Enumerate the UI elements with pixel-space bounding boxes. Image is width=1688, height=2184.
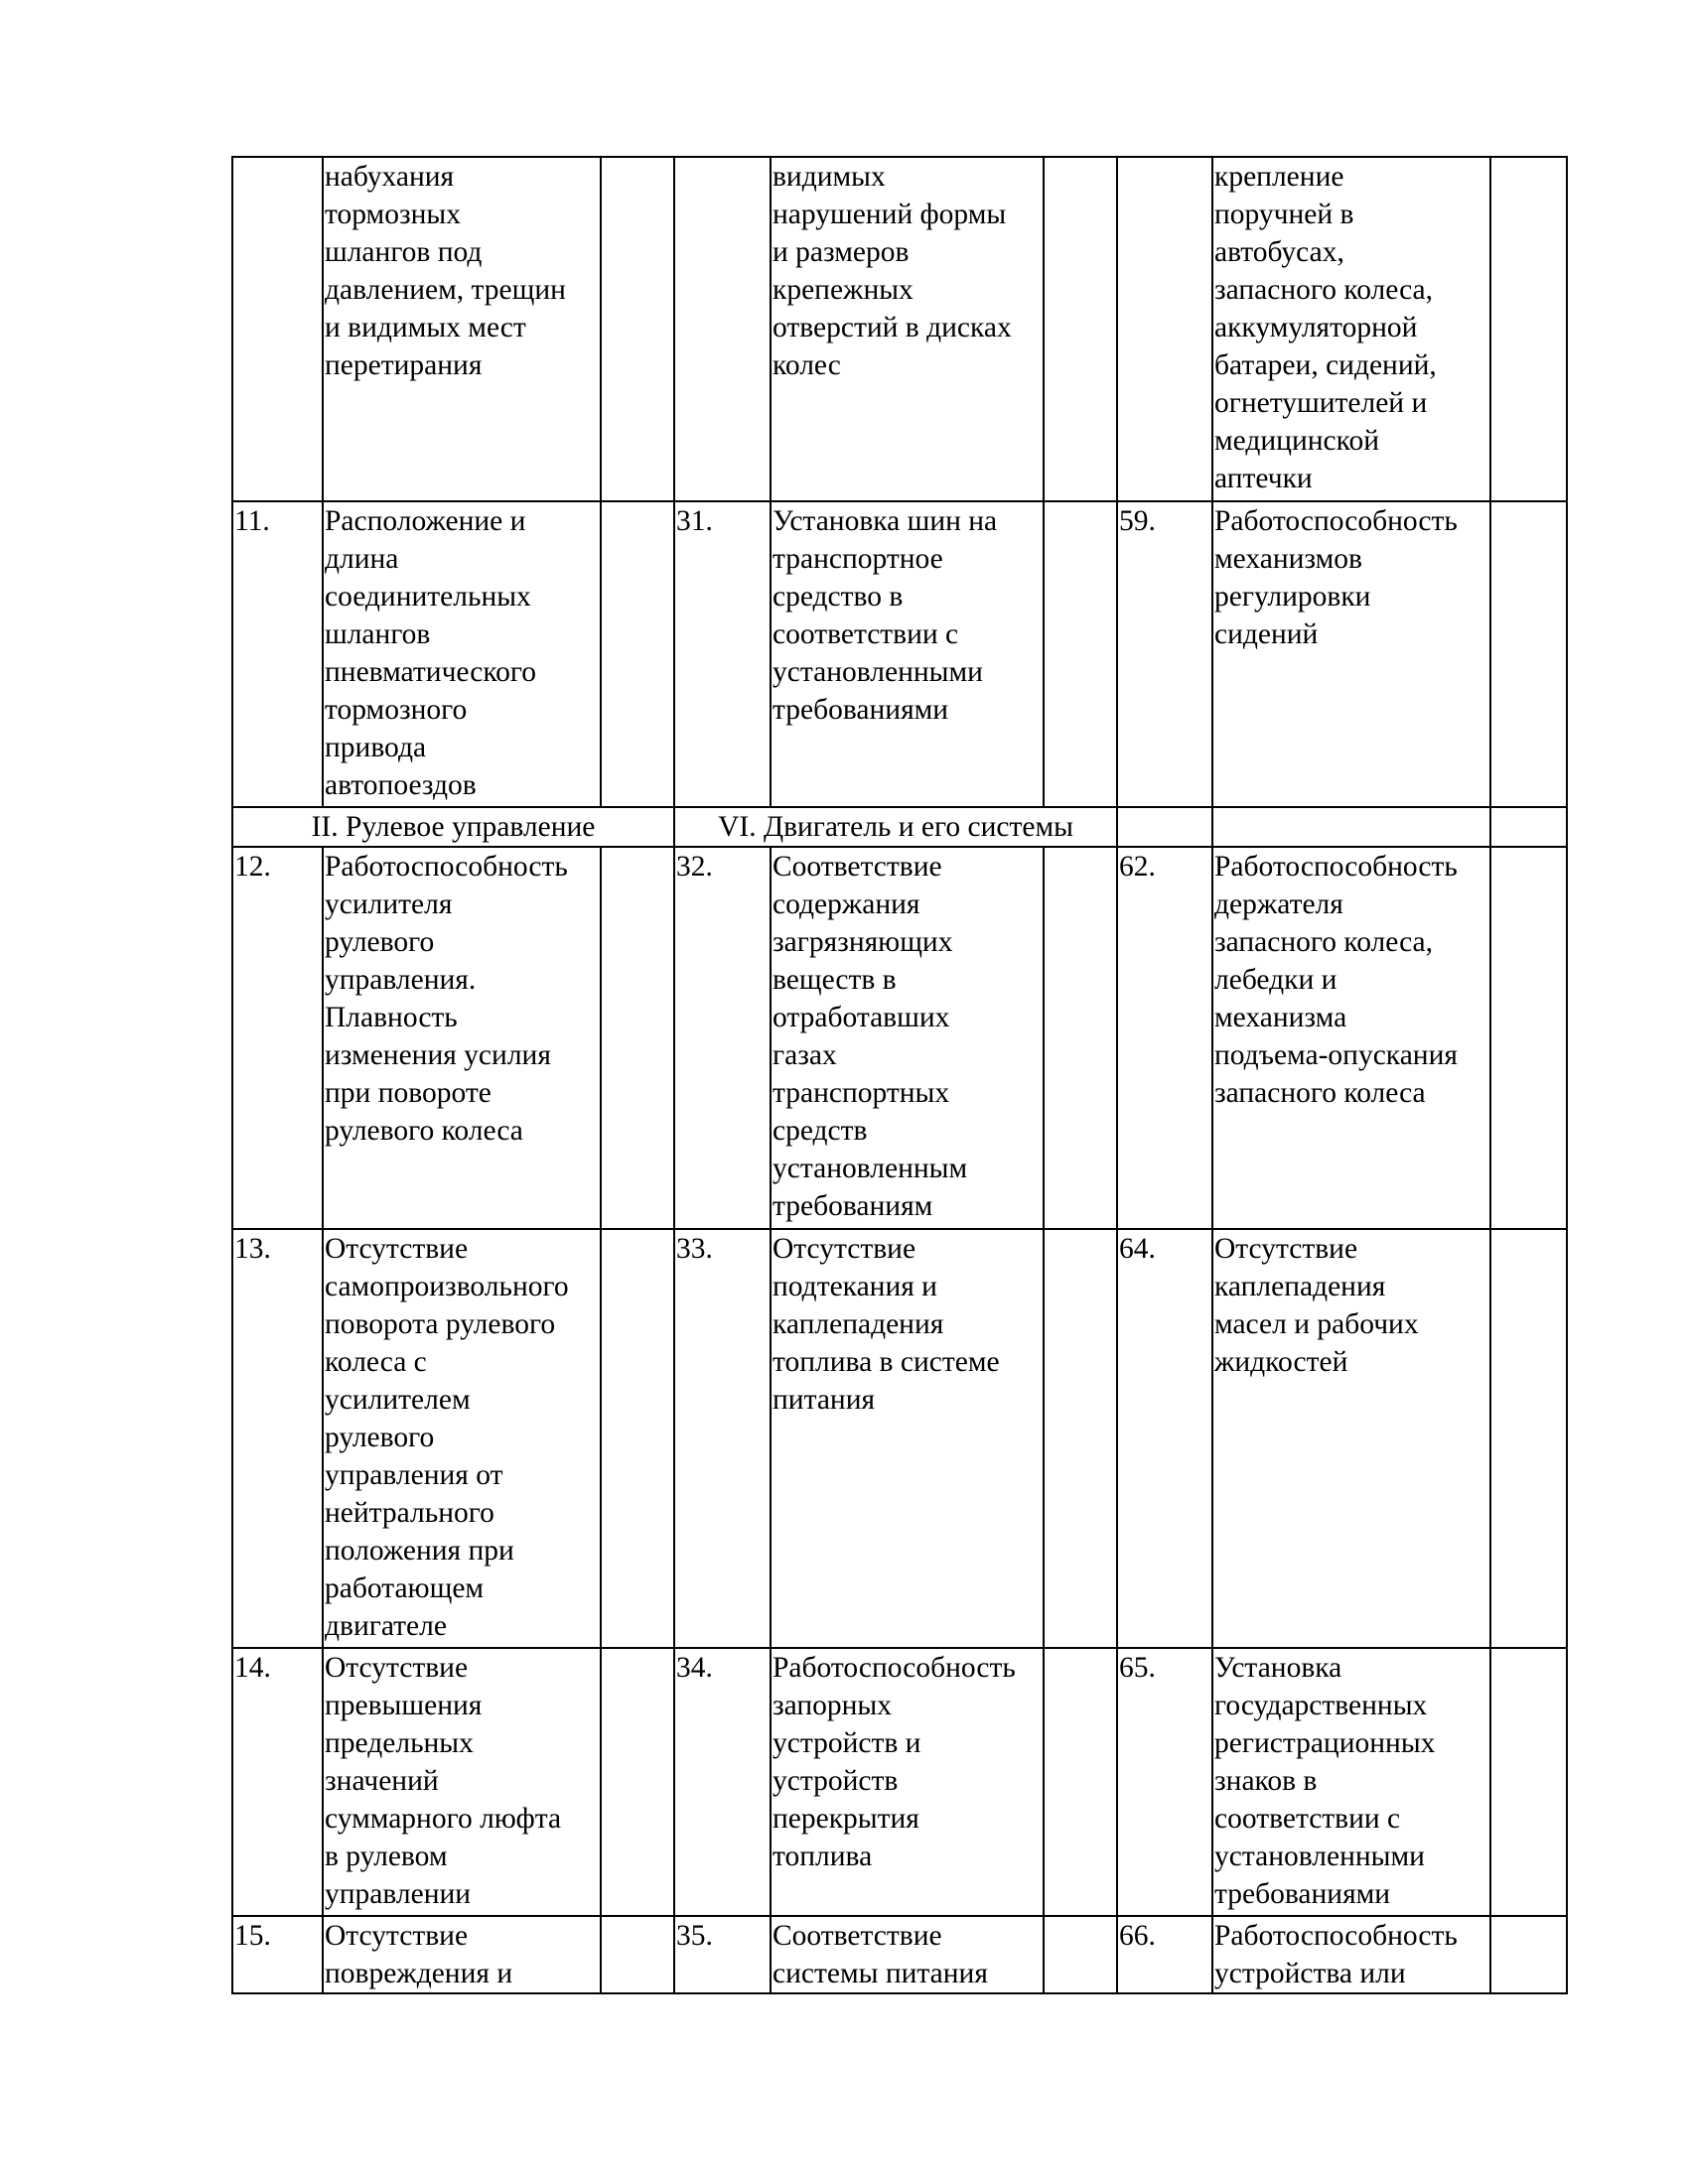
result-cell: [1490, 1916, 1567, 1993]
result-cell: [601, 1229, 674, 1648]
result-cell: [1044, 847, 1117, 1229]
item-number-cell: 64.: [1117, 1229, 1212, 1648]
empty-cell: [1117, 807, 1212, 847]
table-row: [232, 501, 1567, 807]
item-text-cell: Установка государственных регистрационных знаков в соответствии с установленными требованиями: [1212, 1648, 1490, 1916]
item-number-cell: 65.: [1117, 1648, 1212, 1916]
result-cell: [1490, 847, 1567, 1229]
item-number-cell: [1117, 157, 1212, 501]
item-number-cell: 34.: [674, 1648, 771, 1916]
item-text-cell: Работоспособность запорных устройств и устройств перекрытия топлива: [771, 1648, 1044, 1916]
result-cell: [1044, 1916, 1117, 1993]
item-text-cell: Работоспособность устройства или: [1212, 1916, 1490, 1993]
result-cell: [601, 1648, 674, 1916]
table-row: [232, 157, 1567, 501]
item-number-cell: 15.: [232, 1916, 323, 1993]
result-cell: [1490, 1229, 1567, 1648]
section-title-engine: VI. Двигатель и его системы: [674, 807, 1117, 847]
result-cell: [601, 847, 674, 1229]
result-cell: [1044, 1229, 1117, 1648]
item-number-cell: 31.: [674, 501, 771, 807]
table-row: [232, 847, 1567, 1229]
item-number-cell: [674, 157, 771, 501]
item-text-cell: Отсутствие каплепадения масел и рабочих жидкостей: [1212, 1229, 1490, 1648]
item-text-cell: Соответствие содержания загрязняющих веществ в отработавших газах транспортных средств установленным требованиям: [771, 847, 1044, 1229]
empty-cell: [1212, 807, 1490, 847]
result-cell: [601, 1916, 674, 1993]
empty-cell: [1490, 807, 1567, 847]
item-number-cell: 33.: [674, 1229, 771, 1648]
item-text-cell: Отсутствие самопроизвольного поворота рулевого колеса с усилителем рулевого управления от нейтрального положения при работающем двигателе: [323, 1229, 601, 1648]
result-cell: [1490, 501, 1567, 807]
item-number-cell: 66.: [1117, 1916, 1212, 1993]
table-row: [232, 1648, 1567, 1916]
item-text-cell: Работоспособность усилителя рулевого управления. Плавность изменения усилия при повороте рулевого колеса: [323, 847, 601, 1229]
item-number-cell: 62.: [1117, 847, 1212, 1229]
item-number-cell: 59.: [1117, 501, 1212, 807]
item-text-cell: Установка шин на транспортное средство в соответствии с установленными требованиями: [771, 501, 1044, 807]
result-cell: [1044, 501, 1117, 807]
item-text-cell: Отсутствие повреждения и: [323, 1916, 601, 1993]
item-text-cell: Отсутствие превышения предельных значений суммарного люфта в рулевом управлении: [323, 1648, 601, 1916]
table-row: [232, 1916, 1567, 1993]
result-cell: [1490, 1648, 1567, 1916]
item-text-cell: крепление поручней в автобусах, запасного колеса, аккумуляторной батареи, сидений, огнетушителей и медицинской аптечки: [1212, 157, 1490, 501]
item-number-cell: 11.: [232, 501, 323, 807]
result-cell: [1044, 1648, 1117, 1916]
result-cell: [601, 501, 674, 807]
item-number-cell: 13.: [232, 1229, 323, 1648]
table-row: [232, 1229, 1567, 1648]
result-cell: [601, 157, 674, 501]
item-number-cell: [232, 157, 323, 501]
item-text-cell: набухания тормозных шлангов под давлением, трещин и видимых мест перетирания: [323, 157, 601, 501]
item-text-cell: видимых нарушений формы и размеров крепежных отверстий в дисках колес: [771, 157, 1044, 501]
item-text-cell: Расположение и длина соединительных шлангов пневматического тормозного привода автопоездов: [323, 501, 601, 807]
item-text-cell: Отсутствие подтекания и каплепадения топлива в системе питания: [771, 1229, 1044, 1648]
inspection-checklist-table: [231, 156, 1568, 1994]
item-number-cell: 35.: [674, 1916, 771, 1993]
section-title-steering: II. Рулевое управление: [232, 807, 674, 847]
item-text-cell: Работоспособность держателя запасного колеса, лебедки и механизма подъема-опускания запасного колеса: [1212, 847, 1490, 1229]
item-number-cell: 14.: [232, 1648, 323, 1916]
item-number-cell: 32.: [674, 847, 771, 1229]
item-text-cell: Работоспособность механизмов регулировки сидений: [1212, 501, 1490, 807]
item-text-cell: Соответствие системы питания: [771, 1916, 1044, 1993]
result-cell: [1044, 157, 1117, 501]
item-number-cell: 12.: [232, 847, 323, 1229]
result-cell: [1490, 157, 1567, 501]
section-header-row: [232, 807, 1567, 847]
